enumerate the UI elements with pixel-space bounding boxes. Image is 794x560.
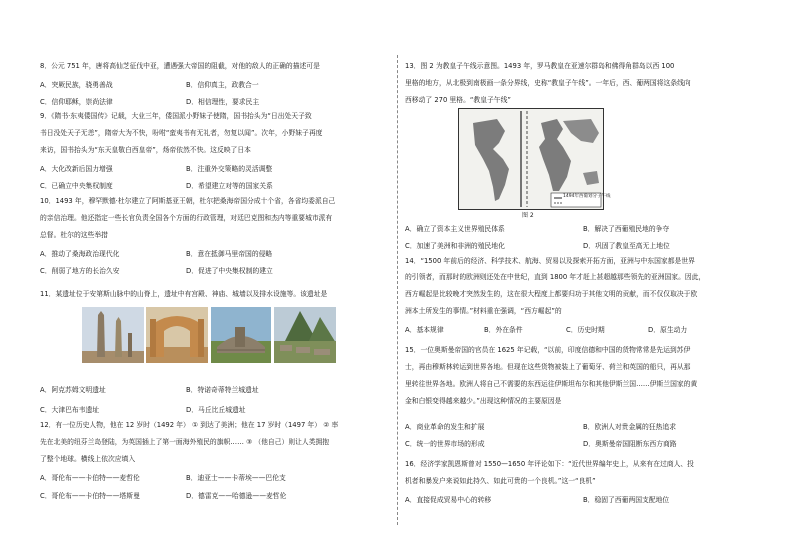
q9-option-c: C．已确立中央集权制度 [40, 182, 113, 190]
q13-option-a: A．确立了资本主义世界殖民体系 [405, 225, 505, 233]
q9-line1: 9．《隋书·东夷倭国传》记载，大业三年，倭国派小野妹子使隋，国书抬头为“日出处天子致 [40, 112, 312, 120]
papal-meridian-map [458, 108, 611, 210]
q10-line2: 的亲信治理。他还指定一些长官负责全国各个方面的行政管理，对廷巴克图和杰内等重要城市派有 [40, 214, 333, 222]
q15-option-b: B．欧洲人对贵金属的狂热追求 [583, 423, 677, 431]
q13-line3: 西移动了 270 里格。“教皇子午线” [405, 96, 511, 104]
photo-mountain-ruins [274, 307, 336, 363]
q12-line2: 先在北美的纽芬兰岛登陆，为英国插上了第一面海外殖民的旗帜…… ③ （他自己）则让人类拥抱 [40, 438, 330, 446]
q11-option-c: C．大津巴布韦遗址 [40, 406, 100, 414]
q8-option-a: A．突厥民族，骁勇善战 [40, 81, 113, 89]
q14-line1: 14．“1500 年前后的经济、科学技术、航海、贸易以及探索开拓方面，亚洲与中东国家都是世界 [405, 257, 695, 265]
q14-line4: 洲本土所发生的事情。”材料重在强调，“西方崛起”的 [405, 307, 562, 315]
q14-option-c: C．历史时期 [566, 326, 605, 334]
q16-line1: 16．经济学家凯恩斯曾对 1550—1650 年评论如下：“近代世界编年史上，从来有在过商人、投 [405, 460, 694, 468]
q14-option-d: D．原生动力 [648, 326, 688, 334]
photo-ruined-arch [146, 307, 208, 363]
q12-option-b: B．迪亚士——卡蒂埃——巴伦支 [186, 474, 286, 482]
q10-line1: 10．1493 年，穆罕默德·杜尔建立了阿斯基亚王朝，杜尔把桑海帝国分成十个省，各省均委派自己 [40, 197, 336, 205]
q8-stem: 8．公元 751 年，唐将高仙芝征伐中亚，遭遇强大帝国的阻截，对他的敌人的正确的描述可是 [40, 62, 320, 70]
q11-option-a: A．阿克苏姆文明遗址 [40, 386, 106, 394]
q12-option-c: C．哥伦布——卡伯特——塔斯曼 [40, 492, 140, 500]
q8-option-b: B．信仰真主，政教合一 [186, 81, 259, 89]
q14-option-a: A．基本规律 [405, 326, 444, 334]
q10-option-a: A．推动了桑海政治现代化 [40, 250, 120, 258]
q16-line2: 机者和暴发户来说如此持久、如此可贵的一个良机。”这一“良机” [405, 477, 596, 485]
q12-option-d: D．德雷克——哈德逊——麦哲伦 [186, 492, 287, 500]
q8-option-c: C．信仰耶稣，崇尚法律 [40, 98, 113, 106]
q11-option-d: D．马丘比丘城遗址 [186, 406, 246, 414]
photo-stone-walls [211, 307, 271, 363]
q10-option-c: C．削弱了地方的长治久安 [40, 267, 120, 275]
q13-option-c: C．加速了美洲和非洲的殖民地化 [405, 242, 505, 250]
q9-option-d: D．希望建立对等的国家关系 [186, 182, 273, 190]
q10-option-d: D．促进了中央集权制的建立 [186, 267, 273, 275]
q11-stem: 11．某遗址位于安第斯山脉中的山脊上，遗址中有宫殿、神庙、城墙以及排水设施等。该遗址是 [40, 290, 328, 298]
photo-aksum-obelisks [82, 307, 144, 363]
map-caption: 图 2 [522, 212, 534, 219]
q12-line1: 12．有一位历史人物，他在 12 岁时（1492 年） ① 到达了美洲；他在 17 岁时（1497 年） ② 率 [40, 421, 339, 429]
q14-line3: 西方崛起是比较晚才突然发生的，这在很大程度上都要归功于其他文明的贡献，而不仅仅取决于欧 [405, 290, 698, 298]
column-divider [397, 55, 398, 525]
q10-option-b: B．意在抵御马里帝国的侵略 [186, 250, 273, 258]
q15-line3: 里转往世界各地。欧洲人将自己不需要的东西运往伊斯坦布尔和其他伊斯兰国……伊斯兰国家的黄 [405, 380, 698, 388]
q12-line3: 了整个地球。横线上依次应填入 [40, 455, 136, 463]
q13-option-d: D．巩固了教皇至高无上地位 [583, 242, 670, 250]
q15-option-c: C．统一的世界市场的形成 [405, 440, 485, 448]
q9-option-b: B．注重外交策略的灵活调整 [186, 165, 273, 173]
q10-line3: 总督。杜尔的这些举措 [40, 231, 108, 239]
q15-line2: 士，再由穆斯林转运到世界各地。但现在这些货物被装上了葡萄牙、荷兰和英国的船只，再从那 [405, 363, 691, 371]
q16-option-a: A．直接促成贸易中心的转移 [405, 496, 492, 504]
q15-line4: 金和白银变得越来越少。”出现这种情况的主要原因是 [405, 397, 562, 405]
q9-option-a: A．大化改新后国力增强 [40, 165, 113, 173]
q15-line1: 15．一位奥斯曼帝国的官员在 1625 年记载，“以前，印度信德和中国的货物常常是先运到苏伊 [405, 346, 691, 354]
q14-option-b: B．外在条件 [484, 326, 523, 334]
map-legend: 1494年西葡划分子午线 [563, 194, 611, 199]
q13-line2: 里格的地方，从北极到南极画一条分界线，史称“教皇子午线”。一年后，西、葡两国将这条线向 [405, 79, 691, 87]
q8-option-d: D．相信理性，要求民主 [186, 98, 260, 106]
q12-option-a: A．哥伦布——卡伯特——麦哲伦 [40, 474, 140, 482]
q13-line1: 13．图 2 为教皇子午线示意图。1493 年，罗马教皇在亚速尔群岛和佛得角群岛以西 100 [405, 62, 675, 70]
q15-option-d: D．奥斯曼帝国阻断东西方商路 [583, 440, 677, 448]
q13-option-b: B．解决了西葡殖民地的争夺 [583, 225, 670, 233]
q14-line2: 的引领者，而那时的欧洲则还处在中世纪，直到 1800 年才赶上甚超越那些领先的亚洲国家。因此， [405, 273, 706, 281]
q15-option-a: A．商业革命的发生和扩展 [405, 423, 485, 431]
q16-option-b: B．稳固了西葡两国支配地位 [583, 496, 670, 504]
q9-line3: 来访，国书抬头为“东天皇敬白西皇帝”，炀帝依然不快。这反映了日本 [40, 146, 251, 154]
q11-option-b: B．特诺奇蒂特兰城遗址 [186, 386, 259, 394]
q9-line2: 书日没处天子无恙”，隋帝大为不快，吩咐“蛮夷书有无礼者，勿复以闻”。次年，小野妹子再度 [40, 129, 323, 137]
